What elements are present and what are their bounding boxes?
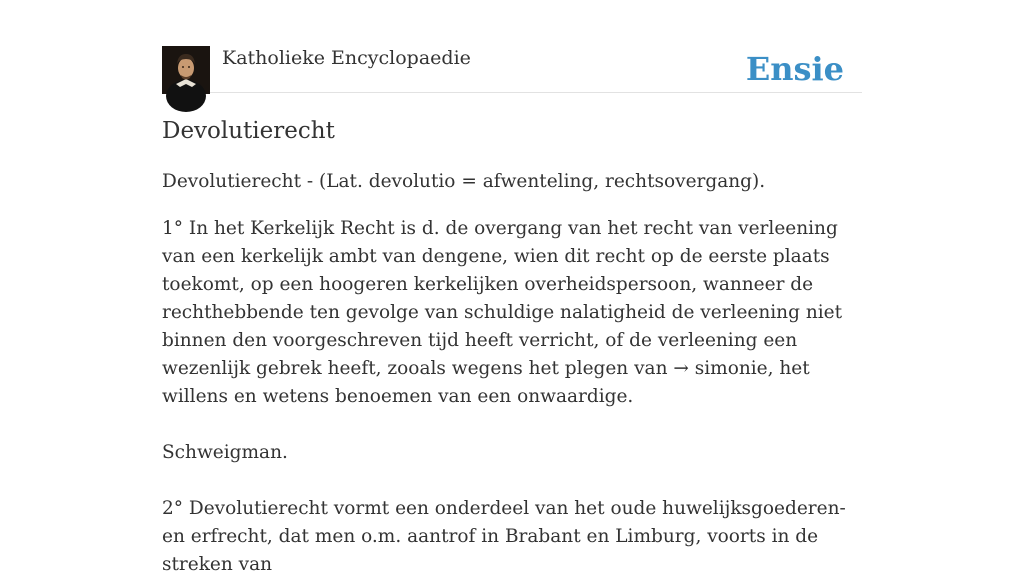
site-header bbox=[162, 0, 862, 93]
page-title: Devolutierecht bbox=[162, 118, 335, 144]
article-paragraph: 2° Devolutierecht vormt een onderdeel van het oude huwelijksgoederen- en erfrecht, dat men o.m. aantrof in Brabant en Limburg, voorts in de streken van bbox=[162, 498, 846, 575]
portrait-icon bbox=[162, 46, 210, 94]
paragraph-spacer bbox=[162, 467, 862, 495]
article-intro: Devolutierecht - (Lat. devolutio = afwenteling, rechtsovergang). bbox=[162, 171, 766, 192]
brand-logo[interactable]: Ensie bbox=[745, 50, 844, 88]
article-body bbox=[162, 168, 862, 579]
article-author: Schweigman. bbox=[162, 442, 288, 463]
article-paragraph: 1° In het Kerkelijk Recht is d. de overgang van het recht van verleening van een kerkelijk ambt van dengene, wien dit recht op de eerste plaats toekomt, op een hoogeren kerkelijken overheidspersoon, wanneer de rechthebbende ten gevolge van schuldige nalatigheid de verleening niet binnen den voorgeschreven tijd heeft verricht, of de verleening een wezenlijk gebrek heeft, zooals wegens het plegen van → simonie, het willens en wetens benoemen van een onwaardige. bbox=[162, 218, 843, 407]
page-container bbox=[162, 0, 862, 575]
site-name[interactable]: Katholieke Encyclopaedie bbox=[222, 47, 471, 69]
avatar[interactable] bbox=[162, 46, 210, 94]
paragraph-spacer bbox=[162, 411, 862, 439]
